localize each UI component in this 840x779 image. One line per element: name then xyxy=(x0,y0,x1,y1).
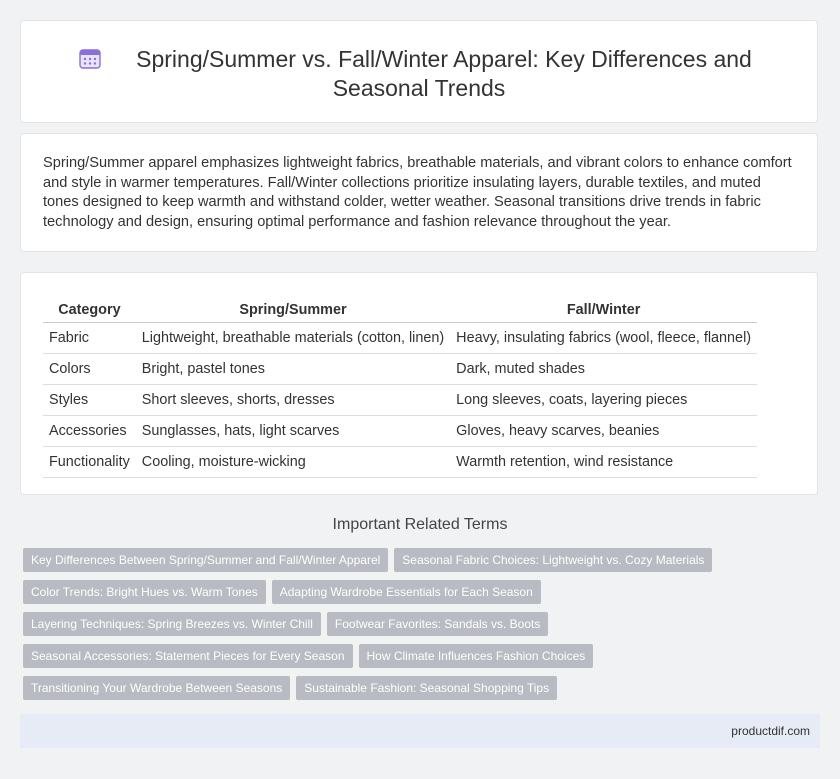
page-title xyxy=(21,45,817,103)
table-row xyxy=(43,447,757,478)
header-fall-winter: Fall/Winter xyxy=(450,297,757,323)
related-term-tag[interactable]: Transitioning Your Wardrobe Between Seasons xyxy=(23,676,290,700)
tag-row xyxy=(23,580,823,612)
table-cell: Colors xyxy=(43,354,136,385)
table-cell: Long sleeves, coats, layering pieces xyxy=(450,385,757,416)
related-term-tag[interactable]: Sustainable Fashion: Seasonal Shopping Tips xyxy=(296,676,557,700)
related-term-tag[interactable]: Seasonal Accessories: Statement Pieces for Every Season xyxy=(23,644,353,668)
table-cell: Sunglasses, hats, light scarves xyxy=(136,416,450,447)
title-card xyxy=(20,20,818,123)
table-cell: Heavy, insulating fabrics (wool, fleece, flannel) xyxy=(450,323,757,354)
tag-row xyxy=(23,644,823,676)
tag-row xyxy=(23,676,823,708)
table-cell: Styles xyxy=(43,385,136,416)
table-cell: Bright, pastel tones xyxy=(136,354,450,385)
related-term-tag[interactable]: Footwear Favorites: Sandals vs. Boots xyxy=(327,612,548,636)
table-cell: Cooling, moisture-wicking xyxy=(136,447,450,478)
table-cell: Lightweight, breathable materials (cotton, linen) xyxy=(136,323,450,354)
table-row xyxy=(43,416,757,447)
table-cell: Gloves, heavy scarves, beanies xyxy=(450,416,757,447)
table-cell: Short sleeves, shorts, dresses xyxy=(136,385,450,416)
table-row xyxy=(43,323,757,354)
related-term-tag[interactable]: How Climate Influences Fashion Choices xyxy=(359,644,594,668)
footer xyxy=(20,714,820,748)
tag-row xyxy=(23,612,823,644)
footer-site-link[interactable]: productdif.com xyxy=(731,724,810,738)
table-cell: Dark, muted shades xyxy=(450,354,757,385)
intro-card xyxy=(20,133,818,252)
header-spring-summer: Spring/Summer xyxy=(136,297,450,323)
table-cell: Functionality xyxy=(43,447,136,478)
related-terms-title: Important Related Terms xyxy=(332,516,508,533)
table-cell: Warmth retention, wind resistance xyxy=(450,447,757,478)
related-term-tag[interactable]: Key Differences Between Spring/Summer and Fall/Winter Apparel xyxy=(23,548,388,572)
related-term-tag[interactable]: Adapting Wardrobe Essentials for Each Season xyxy=(272,580,541,604)
table-cell: Fabric xyxy=(43,323,136,354)
table-row xyxy=(43,385,757,416)
header-category: Category xyxy=(43,297,136,323)
comparison-table-card xyxy=(20,272,818,495)
tag-row xyxy=(23,548,823,580)
page-title-line-2: Seasonal Trends xyxy=(332,75,506,101)
page-title-line-1: Spring/Summer vs. Fall/Winter Apparel: Key Differences and xyxy=(136,46,752,72)
related-terms-list xyxy=(23,548,823,708)
related-term-tag[interactable]: Layering Techniques: Spring Breezes vs. Winter Chill xyxy=(23,612,321,636)
related-term-tag[interactable]: Seasonal Fabric Choices: Lightweight vs. Cozy Materials xyxy=(394,548,712,572)
table-cell: Accessories xyxy=(43,416,136,447)
table-header-row xyxy=(43,297,757,323)
comparison-table xyxy=(43,297,757,478)
related-term-tag[interactable]: Color Trends: Bright Hues vs. Warm Tones xyxy=(23,580,266,604)
table-row xyxy=(43,354,757,385)
intro-text: Spring/Summer apparel emphasizes lightweight fabrics, breathable materials, and vibrant colors to enhance comfort and style in warmer temperatures. Fall/Winter collections prioritize insulating layers, durable textiles, and muted tones designed to keep warmth and withstand colder, wetter weather. Seasonal transitions drive trends in fabric technology and design, ensuring optimal performance and fashion relevance throughout the year. xyxy=(43,155,792,230)
